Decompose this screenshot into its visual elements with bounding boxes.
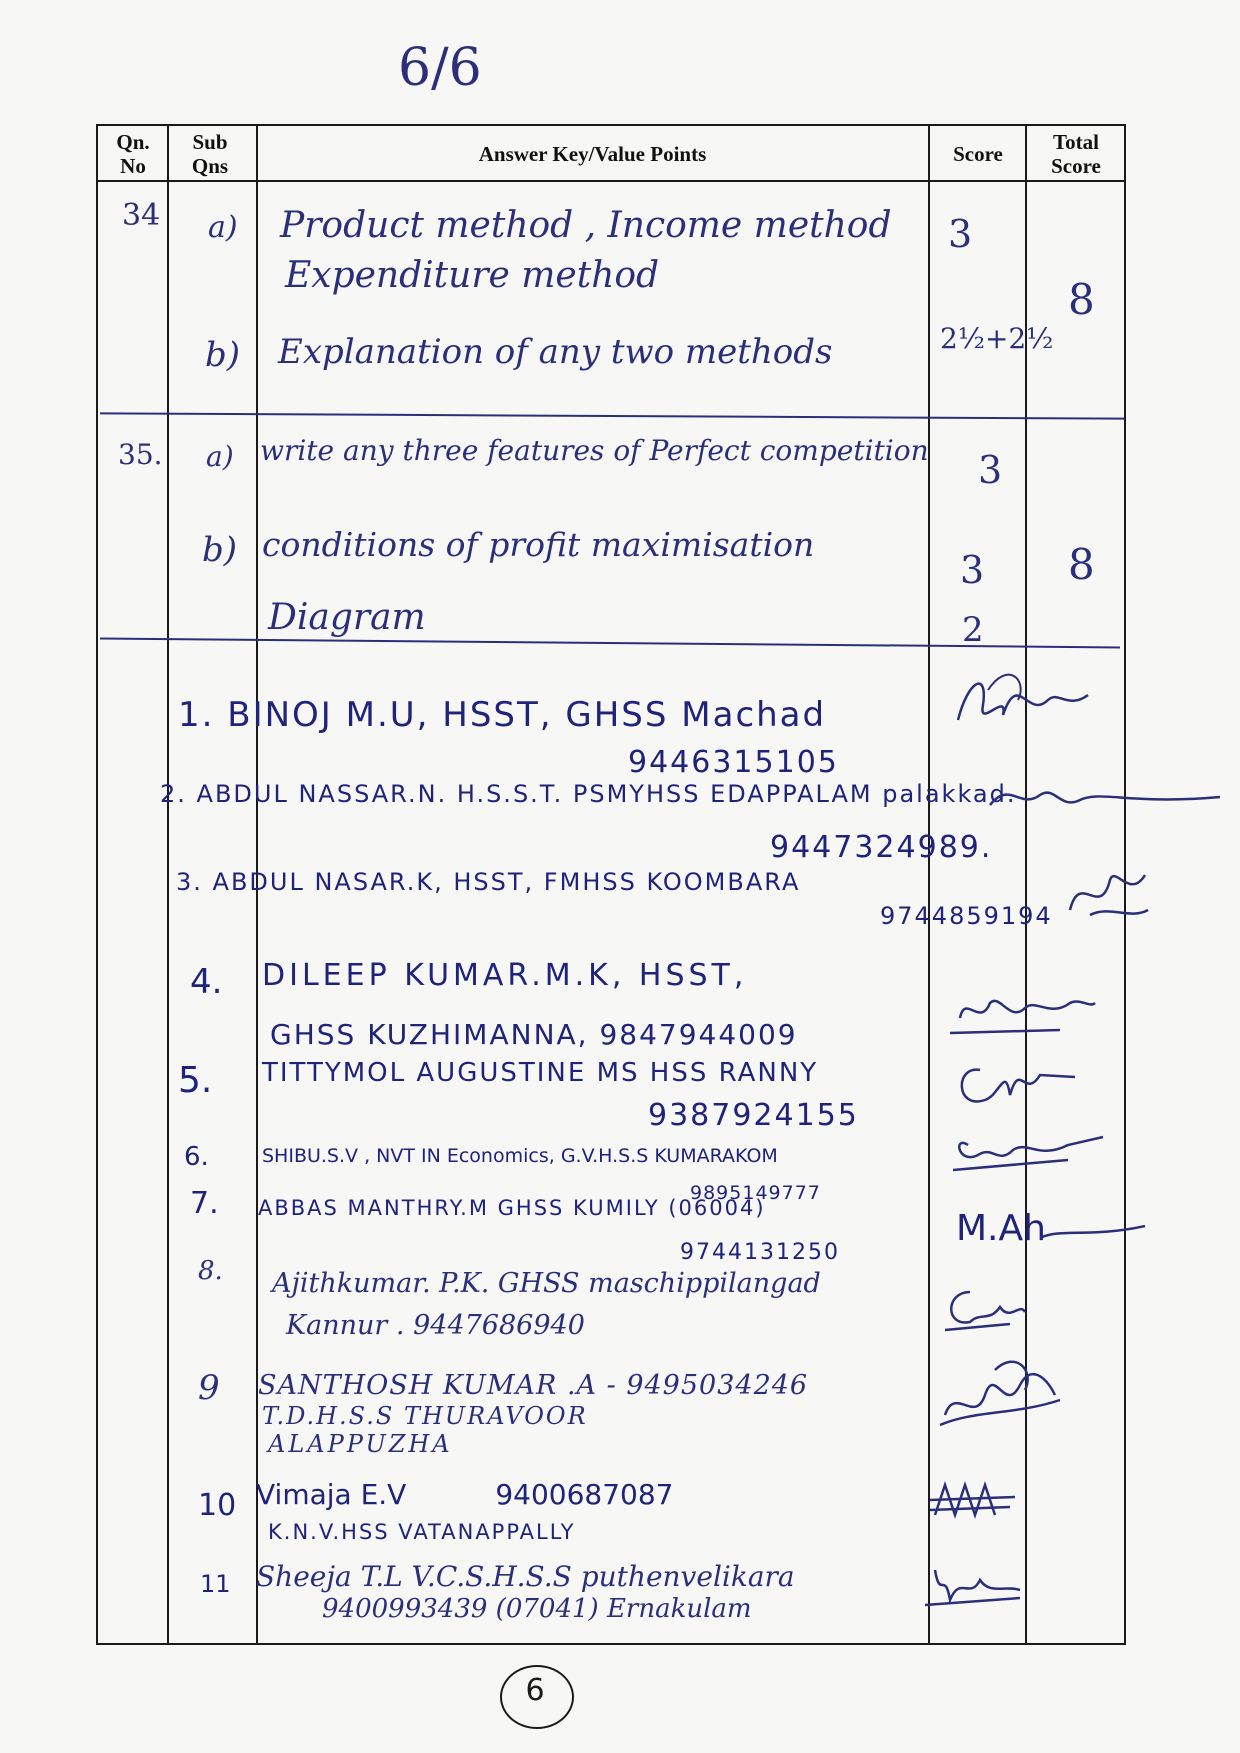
contributor-9-num: 9 <box>198 1368 220 1408</box>
q35-total: 8 <box>1068 540 1095 589</box>
contributor-4-num: 4. <box>190 962 223 1002</box>
contributor-5-num: 5. <box>178 1060 213 1101</box>
signature-2 <box>980 775 1225 820</box>
header-score: Score <box>953 142 1003 166</box>
signature-3 <box>1060 860 1150 930</box>
contributor-8-num: 8. <box>198 1256 223 1286</box>
signature-9 <box>935 1355 1065 1435</box>
contributor-5-phone: 9387924155 <box>648 1098 859 1133</box>
contributor-7-phone1: 9895149777 <box>690 1182 821 1204</box>
signature-5 <box>950 1055 1080 1115</box>
contributor-11-line1: Sheeja T.L V.C.S.H.S.S puthenvelikara <box>256 1560 795 1593</box>
q35-number: 35. <box>118 438 163 471</box>
signature-1 <box>948 660 1098 740</box>
q35-b-score: 3 <box>960 548 985 592</box>
signature-4 <box>950 988 1100 1038</box>
signature-7: M.Ah <box>956 1208 1046 1249</box>
contributor-3-phone: 9744859194 <box>880 902 1053 930</box>
page-fraction: 6/6 <box>398 38 482 98</box>
q35-a-score: 3 <box>978 448 1003 492</box>
q35-diagram: Diagram <box>268 597 426 638</box>
contributor-2-line1: 2. ABDUL NASSAR.N. H.S.S.T. PSMYHSS EDAPPALAM palakkad. <box>160 780 1017 808</box>
contributor-7-line1: ABBAS MANTHRY.M GHSS KUMILY (06004) <box>258 1196 766 1220</box>
header-qn-no: Qn. No <box>116 130 150 179</box>
q34-a-label: a) <box>208 210 238 245</box>
q35-b-text: conditions of profit maximisation <box>262 525 815 564</box>
header-sub-qns: Sub Qns <box>191 130 229 179</box>
q35-a-text: write any three features of Perfect competition <box>260 434 929 467</box>
signature-8 <box>940 1282 1030 1332</box>
contributor-2-phone: 9447324989. <box>770 830 993 865</box>
q34-a-line1: Product method , Income method <box>280 205 892 246</box>
contributor-4-line1: DILEEP KUMAR.M.K, HSST, <box>262 958 748 993</box>
q35-diagram-score: 2 <box>962 610 984 650</box>
q34-b-score: 2½+2½ <box>940 322 1054 355</box>
header-total-score: Total Score <box>1051 130 1101 179</box>
q35-a-label: a) <box>206 440 234 473</box>
page-number: 6 <box>525 1673 545 1708</box>
signature-10 <box>925 1475 1025 1530</box>
contributor-6-line1: SHIBU.S.V , NVT IN Economics, G.V.H.S.S KUMARAKOM <box>262 1145 778 1167</box>
contributor-9-line3: ALAPPUZHA <box>268 1430 453 1458</box>
contributor-10-num: 10 <box>198 1488 237 1523</box>
contributor-5-line1: TITTYMOL AUGUSTINE MS HSS RANNY <box>262 1058 819 1088</box>
contributor-11-line2: 9400993439 (07041) Ernakulam <box>322 1594 752 1624</box>
contributor-1-line1: 1. BINOJ M.U, HSST, GHSS Machad <box>178 695 827 735</box>
q34-total: 8 <box>1068 275 1095 324</box>
contributor-6-num: 6. <box>184 1142 209 1172</box>
signature-6 <box>948 1125 1108 1175</box>
contributor-10-line2: K.N.V.HSS VATANAPPALLY <box>268 1520 576 1544</box>
header-answer-key: Answer Key/Value Points <box>478 142 707 166</box>
contributor-3-line1: 3. ABDUL NASAR.K, HSST, FMHSS KOOMBARA <box>176 868 801 896</box>
contributor-8-line2: Kannur . 9447686940 <box>286 1310 585 1341</box>
signature-11 <box>920 1560 1030 1610</box>
contributor-10-line1: Vimaja E.V 9400687087 <box>256 1478 674 1511</box>
contributor-7-phone2: 9744131250 <box>680 1240 840 1265</box>
q34-b-text: Explanation of any two methods <box>278 332 833 372</box>
q34-a-line2: Expenditure method <box>285 255 660 296</box>
q35-b-label: b) <box>202 530 238 570</box>
contributor-8-line1: Ajithkumar. P.K. GHSS maschippilangad <box>272 1268 821 1299</box>
contributor-7-num: 7. <box>190 1186 219 1221</box>
signature-7-tail <box>1040 1218 1150 1248</box>
contributor-9-line1: SANTHOSH KUMAR .A - 9495034246 <box>258 1370 809 1401</box>
contributor-4-line2: GHSS KUZHIMANNA, 9847944009 <box>270 1018 798 1051</box>
q34-b-label: b) <box>205 335 241 375</box>
contributor-1-phone: 9446315105 <box>628 745 839 780</box>
q34-number: 34 <box>122 198 161 233</box>
contributor-11-num: 11 <box>200 1570 231 1598</box>
q34-a-score: 3 <box>948 212 973 256</box>
contributor-9-line2: T.D.H.S.S THURAVOOR <box>262 1402 588 1430</box>
